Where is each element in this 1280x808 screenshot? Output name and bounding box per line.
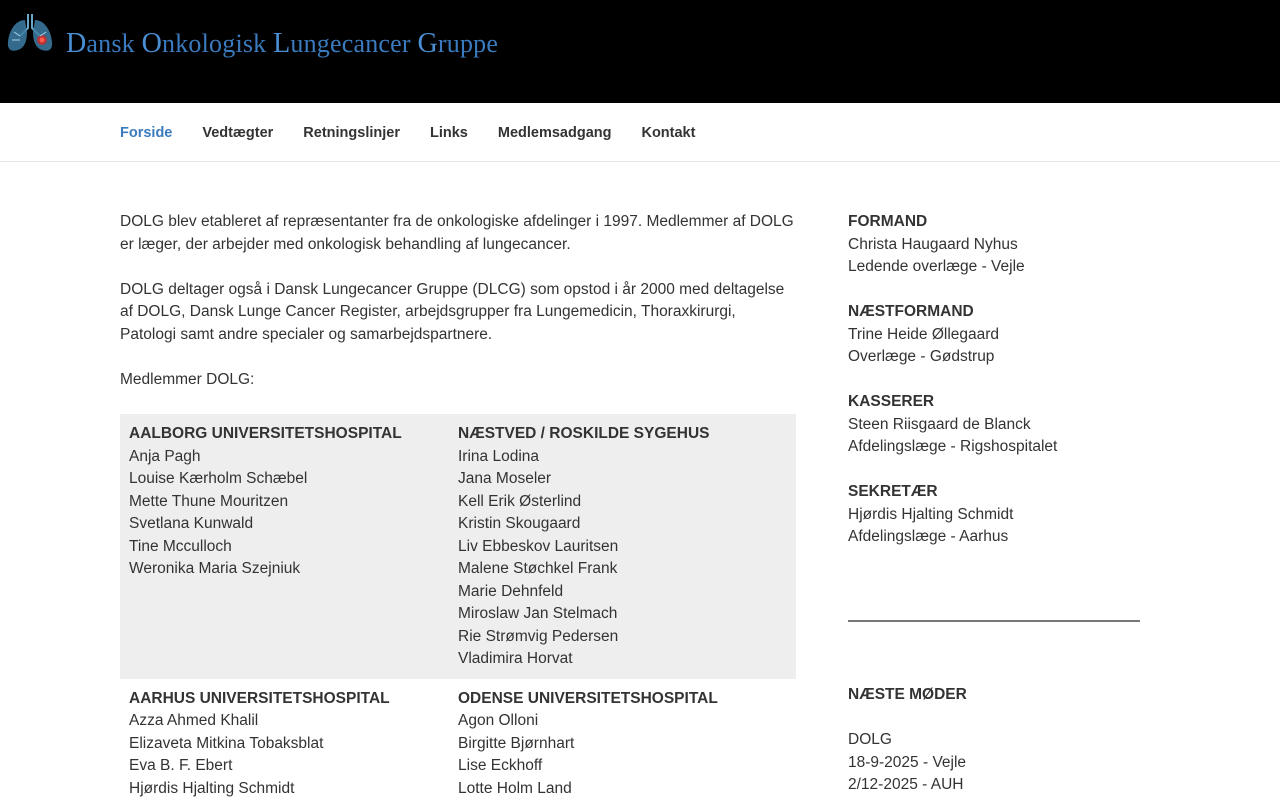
member-name: Tine Mcculloch — [129, 536, 458, 559]
hospital-group — [129, 688, 458, 801]
title-word: ansk — [86, 29, 141, 58]
member-name: Vladimira Horvat — [458, 648, 787, 671]
member-name: Weronika Maria Szejniuk — [129, 558, 458, 581]
nav-item-retningslinjer[interactable]: Retningslinjer — [303, 125, 400, 141]
main-navigation — [0, 103, 1280, 162]
nav-item-forside[interactable]: Forside — [120, 125, 172, 141]
members-row — [120, 414, 796, 679]
board-member-name: Steen Riisgaard de Blanck — [848, 414, 1140, 437]
sidebar-divider — [848, 620, 1140, 622]
hospital-group — [129, 423, 458, 671]
board-role: SEKRETÆR — [848, 481, 1140, 504]
member-name: Miroslaw Jan Stelmach — [458, 603, 787, 626]
member-name: Louise Kærholm Schæbel — [129, 468, 458, 491]
next-meetings — [848, 684, 1140, 797]
board-member — [848, 211, 1140, 279]
member-name: Kristin Skougaard — [458, 513, 787, 536]
member-name: Birgitte Bjørnhart — [458, 733, 787, 756]
nav-item-links[interactable]: Links — [430, 125, 468, 141]
board-member-position: Afdelingslæge - Aarhus — [848, 526, 1140, 549]
member-name: Malene Støchkel Frank — [458, 558, 787, 581]
member-name: Agon Olloni — [458, 710, 787, 733]
main-content — [120, 211, 796, 414]
member-name: Kell Erik Østerlind — [458, 491, 787, 514]
board-role: FORMAND — [848, 211, 1140, 234]
member-name: Mette Thune Mouritzen — [129, 491, 458, 514]
member-name: Svetlana Kunwald — [129, 513, 458, 536]
board-member-name: Hjørdis Hjalting Schmidt — [848, 504, 1140, 527]
board-role: NÆSTFORMAND — [848, 301, 1140, 324]
board-member — [848, 301, 1140, 369]
hospital-name: AALBORG UNIVERSITETSHOSPITAL — [129, 423, 458, 446]
nav-item-medlemsadgang[interactable]: Medlemsadgang — [498, 125, 612, 141]
board-member-position: Overlæge - Gødstrup — [848, 346, 1140, 369]
lungs-icon[interactable] — [6, 10, 54, 56]
title-word: ungecancer — [290, 29, 417, 58]
intro-paragraph-2: DOLG deltager også i Dansk Lungecancer Gruppe (DLCG) som opstod i år 2000 med deltagelse af DOLG, Dansk Lunge Cancer Register, arbejdsgrupper fra Lungemedicin, Thoraxkirurgi, Patologi samt andre specialer og samarbejdspartnere. — [120, 279, 796, 347]
members-intro: Medlemmer DOLG: — [120, 369, 796, 392]
hospital-group — [458, 423, 787, 671]
member-name: Eva B. F. Ebert — [129, 755, 458, 778]
board-role: KASSERER — [848, 391, 1140, 414]
member-name: Marie Dehnfeld — [458, 581, 787, 604]
meeting-date: 18-9-2025 - Vejle — [848, 752, 1140, 775]
title-initial: L — [273, 28, 290, 59]
member-name: Irina Lodina — [458, 446, 787, 469]
nav-item-kontakt[interactable]: Kontakt — [641, 125, 695, 141]
board-member-name: Trine Heide Øllegaard — [848, 324, 1140, 347]
member-name: Elizaveta Mitkina Tobaksblat — [129, 733, 458, 756]
member-name: Liv Ebbeskov Lauritsen — [458, 536, 787, 559]
title-initial: D — [66, 28, 86, 59]
board-member-position: Ledende overlæge - Vejle — [848, 256, 1140, 279]
board-member — [848, 481, 1140, 549]
meeting-date: 2/12-2025 - AUH — [848, 774, 1140, 797]
board-member-name: Christa Haugaard Nyhus — [848, 234, 1140, 257]
member-name: Lotte Holm Land — [458, 778, 787, 801]
title-word: nkologisk — [162, 29, 273, 58]
intro-paragraph-1: DOLG blev etableret af repræsentanter fra de onkologiske afdelinger i 1997. Medlemmer af DOLG er læger, der arbejder med onkologisk behandling af lungecancer. — [120, 211, 796, 256]
board-sidebar — [848, 211, 1140, 571]
member-name: Azza Ahmed Khalil — [129, 710, 458, 733]
member-name: Hjørdis Hjalting Schmidt — [129, 778, 458, 801]
meetings-heading: NÆSTE MØDER — [848, 684, 1140, 707]
member-name: Rie Strømvig Pedersen — [458, 626, 787, 649]
title-initial: O — [142, 28, 162, 59]
title-initial: G — [417, 28, 437, 59]
members-table — [120, 414, 796, 808]
hospital-group — [458, 688, 787, 801]
hospital-name: ODENSE UNIVERSITETSHOSPITAL — [458, 688, 787, 711]
member-name: Jana Moseler — [458, 468, 787, 491]
member-name: Anja Pagh — [129, 446, 458, 469]
hospital-name: NÆSTVED / ROSKILDE SYGEHUS — [458, 423, 787, 446]
nav-item-vedtægter[interactable]: Vedtægter — [202, 125, 273, 141]
board-member — [848, 391, 1140, 459]
member-name: Lise Eckhoff — [458, 755, 787, 778]
site-title[interactable] — [66, 28, 498, 60]
title-word: ruppe — [438, 29, 498, 58]
members-row — [120, 679, 796, 808]
board-member-position: Afdelingslæge - Rigshospitalet — [848, 436, 1140, 459]
hospital-name: AARHUS UNIVERSITETSHOSPITAL — [129, 688, 458, 711]
site-header — [0, 0, 1280, 103]
meetings-group: DOLG — [848, 729, 1140, 752]
